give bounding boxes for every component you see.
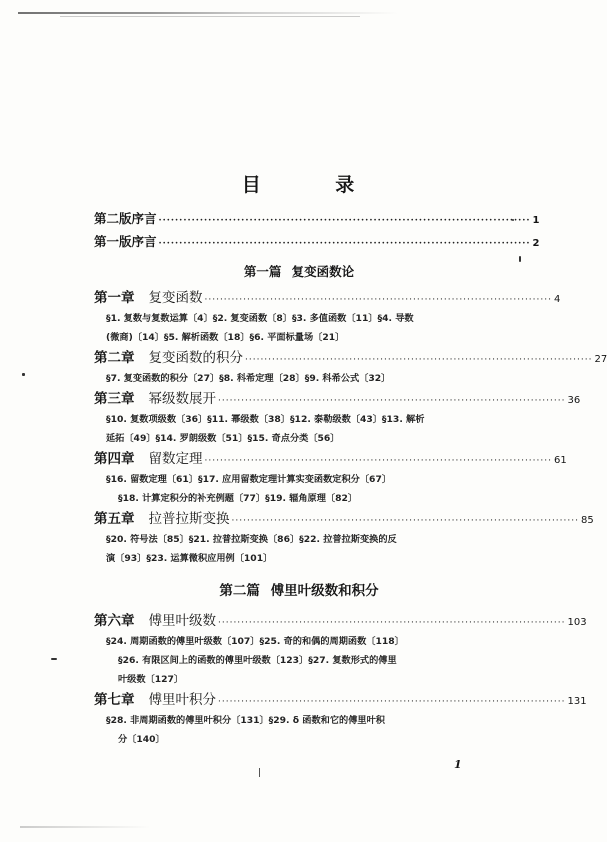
toc-entry-chapter-7[interactable]	[94, 689, 587, 711]
scan-speck	[51, 658, 57, 660]
leader-dots: ··························································································	[218, 697, 566, 707]
toc-page-number: 2	[532, 238, 540, 249]
toc-entry-chapter-5[interactable]	[94, 508, 594, 530]
toc-page-number: 4	[553, 294, 561, 305]
scan-edge-top	[18, 12, 398, 14]
section-list-line: (微商)〔14〕§5. 解析函数〔18〕§6. 平面标量场〔21〕	[106, 332, 345, 343]
toc-page-number: 61	[553, 455, 567, 466]
section-list-line: §7. 复变函数的积分〔27〕§8. 科希定理〔28〕§9. 科希公式〔32〕	[106, 373, 391, 384]
leader-dots: ··························································································	[245, 355, 593, 365]
toc-entry-preface-1[interactable]	[94, 230, 540, 253]
page-number: 1	[454, 758, 464, 771]
part-heading-2: 第二篇 傅里叶级数和积分	[219, 583, 379, 599]
scan-edge-top-faint	[60, 16, 360, 17]
toc-entry-chapter-6[interactable]	[94, 610, 587, 632]
chapter-title: 复变函数的积分	[148, 350, 243, 366]
toc-entry-chapter-2[interactable]	[94, 347, 607, 369]
section-list-line: §10. 复数项级数〔36〕§11. 幂级数〔38〕§12. 泰勒级数〔43〕§13. 解析	[106, 414, 425, 425]
toc	[94, 207, 607, 749]
leader-dots: ··························································································	[158, 239, 531, 249]
section-list-line: 演〔93〕§23. 运算微积应用例〔101〕	[106, 553, 273, 564]
toc-page-number: 103	[567, 617, 587, 628]
chapter-number: 第四章	[94, 451, 135, 467]
leader-dots: ··························································································	[204, 295, 552, 305]
chapter-number: 第三章	[94, 391, 135, 407]
section-list-line: 分〔140〕	[118, 734, 165, 745]
section-list-line: §18. 计算定积分的补充例题〔77〕§19. 辐角原理〔82〕	[118, 493, 358, 504]
section-list-line: §26. 有限区间上的函数的傅里叶级数〔123〕§27. 复数形式的傅里	[118, 655, 397, 666]
chapter-number: 第二章	[94, 350, 135, 366]
chapter-label	[94, 388, 216, 410]
chapter-label	[94, 508, 230, 530]
section-list-line: §20. 符号法〔85〕§21. 拉普拉斯变换〔86〕§22. 拉普拉斯变换的反	[106, 534, 397, 545]
leader-dots: ··························································································	[231, 516, 579, 526]
chapter-label	[94, 610, 216, 632]
toc-entry-chapter-1[interactable]	[94, 287, 561, 309]
scan-mark	[259, 768, 260, 777]
page-title: 目 录	[241, 174, 389, 196]
section-list-line: §16. 留数定理〔61〕§17. 应用留数定理计算实变函数定积分〔67〕	[106, 474, 392, 485]
scan-edge-bottom	[20, 826, 150, 828]
leader-dots: ··························································································	[204, 456, 552, 466]
toc-page-number: 131	[567, 696, 587, 707]
leader-dots: ··························································································	[218, 618, 566, 628]
toc-entry-label: 第二版序言	[94, 211, 157, 226]
section-list-line: 叶级数〔127〕	[118, 674, 184, 685]
chapter-number: 第六章	[94, 613, 135, 629]
toc-entry-label: 第一版序言	[94, 234, 157, 249]
chapter-title: 留数定理	[148, 451, 203, 467]
chapter-title: 傅里叶积分	[148, 692, 216, 708]
section-list-line: 延拓〔49〕§14. 罗朗级数〔51〕§15. 奇点分类〔56〕	[106, 433, 340, 444]
leader-dots: ··························································································	[158, 216, 531, 226]
chapter-number: 第五章	[94, 511, 135, 527]
toc-page-number: 36	[567, 395, 581, 406]
chapter-label	[94, 287, 203, 309]
chapter-label	[94, 448, 203, 470]
toc-page-number: 27	[594, 354, 607, 365]
toc-entry-preface-2[interactable]	[94, 207, 540, 230]
section-list-line: §24. 周期函数的傅里叶级数〔107〕§25. 奇的和偶的周期函数〔118〕	[106, 636, 404, 647]
scan-speck	[519, 256, 521, 262]
chapter-label	[94, 689, 216, 711]
toc-page-number: 85	[580, 515, 594, 526]
chapter-number: 第一章	[94, 290, 135, 306]
leader-dots: ··························································································	[218, 396, 566, 406]
chapter-title: 幂级数展开	[148, 391, 216, 407]
scan-speck	[22, 373, 25, 376]
toc-entry-chapter-3[interactable]	[94, 388, 581, 410]
chapter-label	[94, 347, 243, 369]
chapter-number: 第七章	[94, 692, 135, 708]
toc-entry-chapter-4[interactable]	[94, 448, 567, 470]
toc-page-number: 1	[532, 215, 540, 226]
part-heading-1: 第一篇 复变函数论	[243, 264, 355, 279]
section-list-line: §1. 复数与复数运算〔4〕§2. 复变函数〔8〕§3. 多值函数〔11〕§4. 导数	[106, 313, 414, 324]
section-list-line: §28. 非周期函数的傅里叶积分〔131〕§29. δ 函数和它的傅里叶积	[106, 715, 385, 726]
chapter-title: 复变函数	[148, 290, 203, 306]
chapter-title: 拉普拉斯变换	[148, 511, 230, 527]
chapter-title: 傅里叶级数	[148, 613, 216, 629]
